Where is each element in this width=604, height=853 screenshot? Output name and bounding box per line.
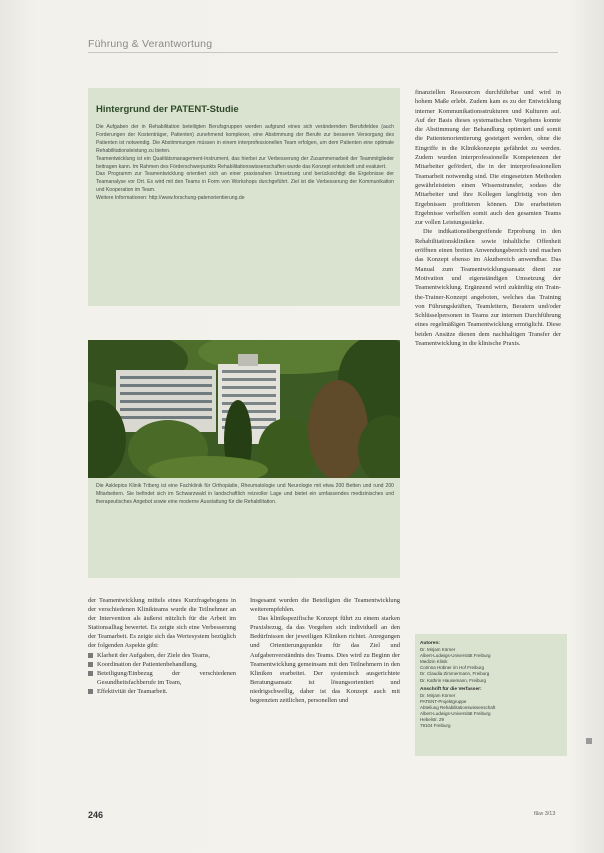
margin-square-icon (586, 738, 592, 744)
body-paragraph: Insgesamt wurden die Beteiligten die Teamentwicklung weiterempfehlen. (250, 597, 400, 614)
contact-line: Dr. Mirjam Körner (420, 692, 456, 698)
journal-footer: f&w 3/13 (534, 811, 556, 817)
photo-caption: Die Asklepios Klinik Triberg ist eine Fachklinik für Orthopädie, Rheumatologie und Neurologie mit etwa 200 Betten und rund 200 Mitarbeitern. Sie befindet sich im Schwarzwald in landschaftlich reizvoller Lage und bietet ein umfassendes medizinisches und therapeutisches Angebot sowie eine moderne Ausstattung für die Rehabilitation. (96, 483, 394, 505)
info-box-paragraph: Das Programm zur Teamentwicklung orientiert sich an einer praxisnahen Umsetzung und berücksichtigt die Ergebnisse der Teamanalyse vor Ort. Es wird mit den Teams in Form von Workshops durchgeführt. Ziel ist die Verbesserung der Kommunikation und Kooperation im Team. (96, 171, 394, 194)
author-line: Medizin Klinik (420, 659, 448, 665)
body-paragraph: Das klinikspezifische Konzept führt zu einem starken Praxisbezug, da das Vorgehen sich individuell an den Bedürfnissen der jeweiligen Kliniken richtet. Anregungen und Orientierungspunkte für das Ziel und Aufgabenverständnis des Teams. Dies wird zu Beginn der Teamentwicklung gemeinsam mit den Teilnehmern in den Kliniken erarbeitet. Der systemisch ausgerichtete Beratungsansatz ist lösungsorientiert und niedrigschwellig, daher ist das Konzept auch mit begrenzten zeitlichen, personellen und (250, 615, 400, 705)
info-box-link: Weitere Informationen: http://www.forschung-patenorientierung.de (96, 195, 245, 202)
info-box-title: Hintergrund der PATENT-Studie (96, 104, 239, 115)
body-paragraph: Die indikationsübergreifende Erprobung in den Rehabilitationskliniken sowie inhaltliche Offenheit eröffnen einen breiten Anwendungsbereich und machen das Konzept ebenso im Akutbereich anwendbar. Das Manual zum Teamentwicklungsansatz dient zur Motivation und eigenständigen Umsetzung der Teamentwicklung. Ergänzend wird zukünftig ein Train-the-Trainer-Konzept angeboten, welches das Training von Führungskräften, Teamleitern, Beratern und/oder Schlüsselpersonen in Teams zur internen Durchführung eines regelmäßigen Teamentwicklung ermöglicht. Diese beiden Ansätze dienen dem nachhaltigen Transfer der Teamentwicklung in die klinische Praxis. (415, 228, 561, 348)
info-box-text (96, 124, 394, 203)
contact-label: Anschrift für die Verfasser: (420, 686, 482, 692)
list-item: Klarheit der Aufgaben, der Ziele des Teams, (88, 651, 236, 660)
bottom-left-column (88, 596, 236, 696)
contact-line: Abteilung Rehabilitationswissenschaft (420, 704, 496, 710)
body-paragraph: finanziellen Ressourcen durchführbar und wird in hohem Maße erlebt. Zudem kam es zu der Entwicklung interner Kommunikationsstrukturen und Kulturen auf. Auf der Basis dieses systematischen Vorgehens konnte die Abstimmung der Behandlung optimiert und somit die Patientenorientierung gesteigert werden, ohne die Eingriffe in die Klinikkonzepte gefährdet zu werden. Zudem wurden interprofessionelle Kompetenzen der Mitarbeiter gefördert, die in der interprofessionellen Teamarbeit notwendig sind. Die eingesetzten Methoden gewährleisteten einen Wissenstransfer, sodass die Mitarbeiter und ihre Kollegen langfristig von den Ergebnissen profitieren können. Die erarbeiteten Ergebnisse verhelfen somit auch den gesamten Teams zur vollen Leistungsstärke. (415, 89, 561, 227)
author-line: Albert-Ludwigs-Universität Freiburg (420, 653, 491, 659)
right-column (415, 88, 561, 348)
bottom-middle-column (250, 596, 400, 705)
header-divider (88, 52, 558, 53)
contact-line: Hebelstr. 29 (420, 717, 445, 723)
author-line: Dr. Claudia Zimmermann, Freiburg (420, 671, 490, 677)
list-item: Koordination der Patientenbehandlung, (88, 660, 236, 669)
bullet-square-icon (88, 689, 93, 694)
authors-label: Autoren: (420, 641, 440, 646)
info-box-paragraph: Die Aufgaben der in Rehabilitation beteiligten Berufsgruppen werden aufgrund eines sich verändernden Berufsfeldes (auch Forderungen der Kostenträger, Patienten) zunehmend komplexer, eine Abstimmung der Berufe zur besseren Versorgung des Patienten ist notwendig. Die Abstimmungen müssen in einem interprofessionellen Team erfolgen, um dem Patienten eine optimale Rehabilitationsleistung zu bieten. (96, 124, 394, 154)
section-header: Führung & Verantwortung (88, 38, 213, 50)
bullet-square-icon (88, 662, 93, 667)
contact-line: PATENT-Projektgruppe (420, 698, 467, 704)
author-line: Corinna Hübner im Hof Freiburg (420, 665, 485, 671)
author-info (420, 638, 562, 729)
author-line: Dr. Mirjam Körner (420, 647, 456, 653)
contact-line: Albert-Ludwigs-Universität Freiburg (420, 711, 491, 717)
bullet-square-icon (88, 671, 93, 676)
list-item: Beteiligung/Einbezug der verschiedenen Gesundheitsfachberufe im Team, (88, 669, 236, 687)
body-paragraph: der Teamentwicklung mittels eines Kurzfragebogens in der verschiedenen Klinikteams wurde die Teilnehmer an der Intervention als äußerst nützlich für die Arbeit im Stationsalltag bewertet. Es zeigte sich eine Verbesserung der Teamarbeit. Es zeigte sich das Wertesystem bezüglich der folgenden Aspekte gibt: (88, 597, 236, 650)
info-box-paragraph: Teamentwicklung ist ein Qualitätsmanagement-Instrument, das hierbei zur Verbesserung der Zusammenarbeit der Teammitglieder beitragen kann. Im Rahmen des Förderschwerpunkts Rehabilitationswissenschaften wurde das Konzept entwickelt und evaluiert. (96, 155, 394, 170)
author-line: Dr. Kathrin Hausemann, Freiburg (420, 677, 487, 683)
page-number: 246 (88, 810, 104, 820)
clinic-photo (88, 340, 400, 478)
contact-line: 79104 Freiburg (420, 723, 451, 729)
bullet-square-icon (88, 653, 93, 658)
list-item: Effektivität der Teamarbeit. (88, 687, 236, 696)
